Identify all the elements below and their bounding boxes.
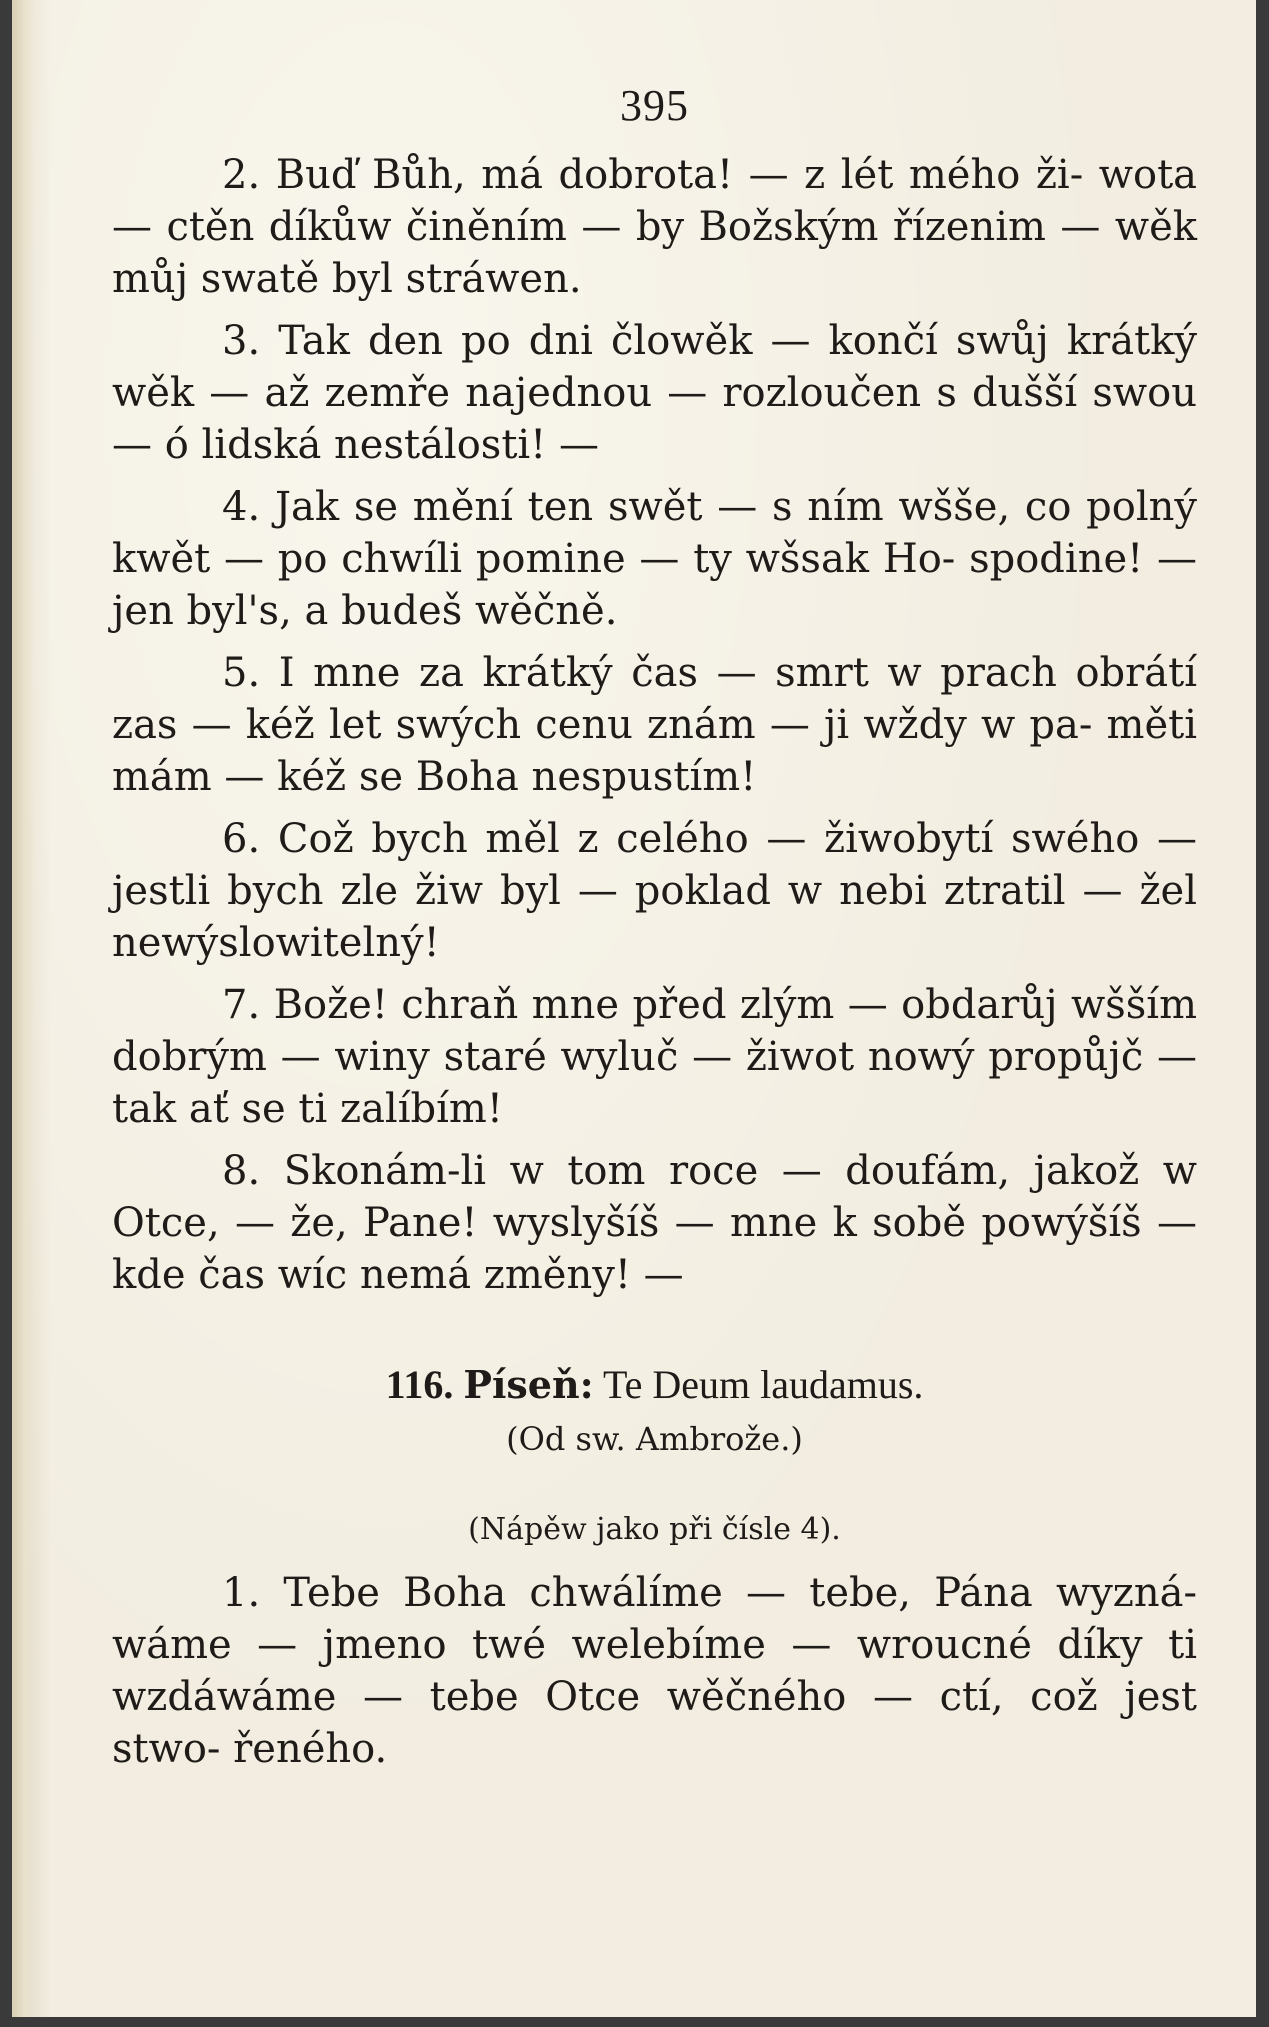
hymn-tune-note: (Nápěw jako při čísle 4). xyxy=(468,1512,841,1547)
page-number: 395 xyxy=(620,81,689,130)
hymn-number: 116. xyxy=(385,1362,454,1407)
verse-number: 6. xyxy=(222,816,261,862)
verse-text: Což bych měl z celého — žiwobytí swého — jestli bych zle žiw byl — poklad w nebi ztratil — žel newýslowitelný! xyxy=(112,816,1197,966)
verse-number: 1. xyxy=(222,1570,261,1616)
verse-number: 7. xyxy=(222,982,261,1028)
verse-number: 5. xyxy=(222,650,261,696)
verse xyxy=(112,1567,1197,1775)
verse xyxy=(112,149,1197,305)
verse-text: Tak den po dni člowěk — končí swůj krátký wěk — až zemře najednou — rozloučen s dušší swou — ó lidská nestálosti! — xyxy=(112,318,1197,468)
verse-text: Skonám-li w tom roce — doufám, jakož w Otce, — že, Pane! wyslyšíš — mne k sobě powýšíš — kde čas wíc nemá změny! — xyxy=(112,1148,1197,1298)
verse-number: 3. xyxy=(222,318,261,364)
hymn-subtitle: Te Deum laudamus. xyxy=(602,1362,924,1407)
verse xyxy=(112,1145,1197,1301)
hymn-author: (Od sw. Ambrože.) xyxy=(506,1420,803,1458)
verse-text: Bože! chraň mne před zlým — obdarůj wšším dobrým — winy staré wyluč — žiwot nowý propůjč — tak ať se ti zalíbím! xyxy=(112,982,1197,1132)
hymn-title: Píseň: xyxy=(463,1362,594,1407)
verse xyxy=(112,813,1197,969)
verse-text: Jak se mění ten swět — s ním wšše, co polný kwět — po chwíli pomine — ty wšsak Ho- spodine! — jen byl's, a budeš wěčně. xyxy=(112,484,1197,634)
page-content xyxy=(112,80,1197,1785)
verse xyxy=(112,315,1197,471)
verse xyxy=(112,647,1197,803)
page-binding-shadow xyxy=(12,0,34,2017)
verse xyxy=(112,979,1197,1135)
verse-number: 2. xyxy=(222,152,261,198)
verse-text: I mne za krátký čas — smrt w prach obrátí zas — kéž let swých cenu znám — ji wždy w pa- měti mám — kéž se Boha nespustím! xyxy=(112,650,1197,800)
verse-text: Tebe Boha chwálíme — tebe, Pána wyzná- wáme — jmeno twé welebíme — wroucné díky ti wzdáwáme — tebe Otce wěčného — ctí, což jest stwo- řeného. xyxy=(112,1570,1198,1772)
verse-number: 4. xyxy=(222,484,261,530)
hymn-heading xyxy=(112,1361,1197,1408)
verse xyxy=(112,481,1197,637)
verse-number: 8. xyxy=(222,1148,261,1194)
verse-text: Buď Bůh, má dobrota! — z lét mého ži- wota — ctěn díkůw činěním — by Božským řízenim — wěk můj swatě byl stráwen. xyxy=(112,152,1198,302)
